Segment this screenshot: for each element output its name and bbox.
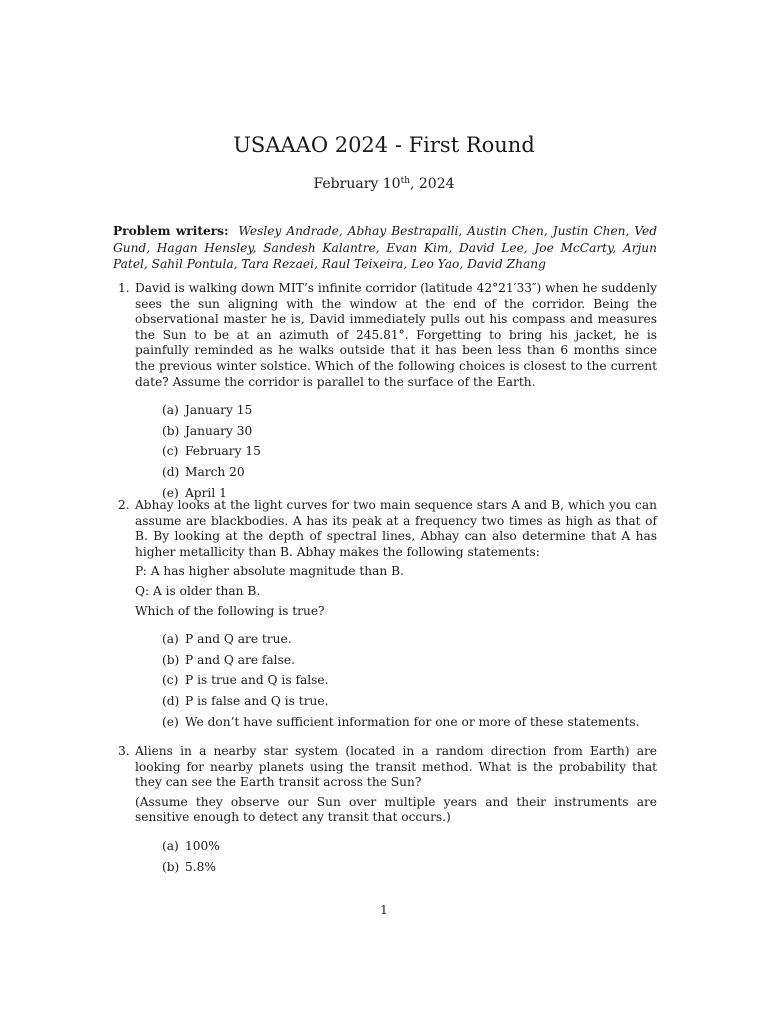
option-text: February 15 [185,444,261,459]
answer-option [162,400,657,421]
question-2 [113,498,657,732]
question-text: David is walking down MIT’s infinite corridor (latitude 42°21′33″) when he suddenly sees the sun aligning with the window at the end of the corridor. Being the observational master he is, David immediately pulls out his compass and measures the Sun to be at an azimuth of 245.81°. Forgetting to bring his jacket, he is painfully reminded as he walks outside that it has been less than 6 months since the previous winter solstice. Which of the following choices is closest to the current date? Assume the corridor is parallel to the surface of the Earth. [135,281,657,389]
question-body [135,498,657,732]
option-text: March 20 [185,464,245,479]
option-label: (c) [162,444,179,459]
answer-options [162,400,657,503]
date-superscript: th [400,176,410,186]
option-label: (e) [162,714,179,729]
answer-option [162,421,657,442]
question-prompt: Which of the following is true? [135,603,325,618]
statement-p: P: A has higher absolute magnitude than B. [135,564,404,579]
option-text: 100% [185,838,220,853]
date-year: , 2024 [410,176,455,192]
answer-option [162,836,657,857]
answer-option [162,441,657,462]
answer-option [162,857,657,878]
question-body [135,744,657,877]
option-text: P and Q are true. [185,632,292,647]
option-text: P is false and Q is true. [185,693,329,708]
page-number: 1 [380,903,388,917]
option-label: (a) [162,403,179,418]
problem-writers-label: Problem writers: [113,224,229,238]
option-label: (d) [162,464,180,479]
option-label: (a) [162,632,179,647]
option-text: April 1 [185,485,227,500]
question-1 [113,281,657,503]
option-label: (b) [162,423,180,438]
answer-options [162,629,657,732]
statement-q: Q: A is older than B. [135,583,261,598]
option-label: (a) [162,838,179,853]
option-label: (e) [162,485,179,500]
option-label: (b) [162,859,180,874]
question-number: 1. [118,281,130,295]
problem-writers [113,223,657,273]
option-text: January 15 [185,403,253,418]
answer-options [162,836,657,877]
question-text: Abhay looks at the light curves for two main sequence stars A and B, which you can assume are blackbodies. A has its peak at a frequency two times as high as that of B. By looking at the depth of spectral lines, Abhay can also determine that A has higher metallicity than B. Abhay makes the following statements: [135,498,657,559]
question-3 [113,744,657,877]
exam-date [0,174,768,194]
option-label: (c) [162,673,179,688]
answer-option [162,670,657,691]
problem-writers-names: Wesley Andrade, Abhay Bestrapalli, Austin Chen, Justin Chen, Ved Gund, Hagan Hensley, Sandesh Kalantre, Evan Kim, David Lee, Joe McCarty, Arjun Patel, Sahil Pontula, Tara Rezaei, Raul Teixeira, Leo Yao, David Zhang [113,224,658,272]
question-number: 2. [118,498,130,512]
option-text: We don’t have sufficient information for one or more of these statements. [185,714,640,729]
date-month-day: February 10 [313,176,401,192]
answer-option [162,629,657,650]
option-text: P and Q are false. [185,652,295,667]
question-body [135,281,657,503]
answer-option [162,691,657,712]
option-text: 5.8% [185,859,216,874]
question-note: (Assume they observe our Sun over multiple years and their instruments are sensitive enough to detect any transit that occurs.) [135,794,657,825]
option-label: (d) [162,693,180,708]
question-number: 3. [118,744,130,758]
answer-option [162,462,657,483]
option-text: P is true and Q is false. [185,673,329,688]
question-text: Aliens in a nearby star system (located in a random direction from Earth) are looking for nearby planets using the transit method. What is the probability that they can see the Earth transit across the Sun? [135,744,657,790]
option-text: January 30 [185,423,253,438]
answer-option [162,712,657,733]
option-label: (b) [162,652,180,667]
answer-option [162,650,657,671]
page-title: USAAAO 2024 - First Round [233,133,535,157]
